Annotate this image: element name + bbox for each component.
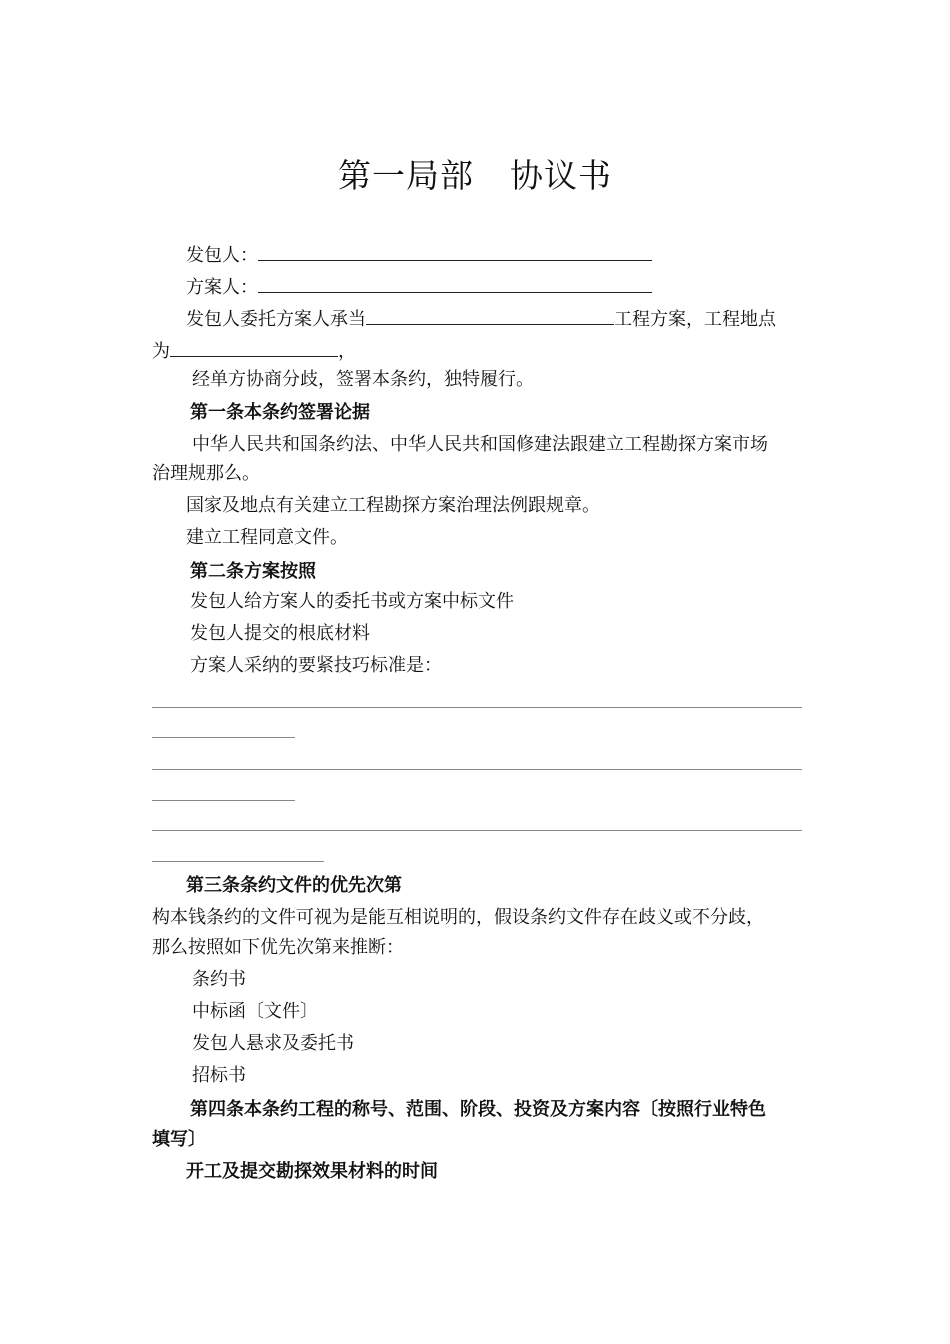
article-3-heading: 第三条条约文件的优先次第 (186, 875, 402, 896)
article-3-item-3: 发包人悬求及委托书 (192, 1033, 354, 1054)
standards-blank-line-2[interactable] (152, 769, 802, 770)
article-3-item-1: 条约书 (192, 969, 246, 990)
article-3-para-a: 构本钱条约的文件可视为是能互相说明的，假设条约文件存在歧义或不分歧， (152, 907, 764, 928)
page-title (0, 156, 950, 196)
article-1-para-1a: 中华人民共和国条约法、中华人民共和国修建法跟建立工程勘探方案市场 (192, 434, 768, 455)
article-3-item-4: 招标书 (192, 1065, 246, 1086)
standards-blank-line-2-cont[interactable] (152, 800, 295, 801)
employer-blank[interactable] (258, 242, 652, 261)
article-1-para-1b: 治理规那么。 (152, 463, 260, 484)
standards-blank-line-1-cont[interactable] (152, 737, 295, 738)
project-blank[interactable] (366, 306, 614, 325)
article-3-para-b: 那么按照如下优先次第来推断： (152, 937, 404, 958)
article-1-para-2: 国家及地点有关建立工程勘探方案治理法例跟规章。 (186, 495, 600, 516)
article-4-heading-cont: 填写〕 (152, 1129, 206, 1150)
article-2-heading: 第二条方案按照 (190, 561, 316, 582)
employer-line (186, 242, 652, 268)
designer-label: 方案人： (186, 277, 258, 298)
entrust-mid-text: 工程方案，工程地点 (614, 309, 776, 330)
designer-line (186, 274, 652, 300)
entrust-cont-text: 为 (152, 341, 170, 362)
designer-blank[interactable] (258, 274, 652, 293)
entrust-line-cont (152, 338, 356, 364)
standards-blank-line-3-cont[interactable] (152, 861, 324, 862)
location-blank[interactable] (170, 338, 338, 357)
employer-label: 发包人： (186, 245, 258, 266)
article-1-heading: 第一条本条约签署论据 (190, 402, 370, 423)
title-part-1: 第一局部 (338, 156, 474, 195)
article-4-heading: 第四条本条约工程的称号、范围、阶段、投资及方案内容〔按照行业特色 (190, 1099, 766, 1120)
agreement-statement: 经单方协商分歧，签署本条约，独特履行。 (192, 369, 534, 390)
article-2-item-2: 发包人提交的根底材料 (190, 623, 370, 644)
article-1-para-3: 建立工程同意文件。 (186, 527, 348, 548)
title-part-2: 协议书 (510, 156, 612, 195)
standards-blank-line-3[interactable] (152, 830, 802, 831)
article-2-item-1: 发包人给方案人的委托书或方案中标文件 (190, 591, 514, 612)
entrust-end-text: ， (338, 341, 356, 362)
article-3-item-2: 中标函〔文件〕 (192, 1001, 318, 1022)
article-5-heading: 开工及提交勘探效果材料的时间 (186, 1161, 438, 1182)
article-2-item-3: 方案人采纳的要紧技巧标准是： (190, 655, 442, 676)
standards-blank-line-1[interactable] (152, 707, 802, 708)
entrust-text: 发包人委托方案人承当 (186, 309, 366, 330)
entrust-line (186, 306, 776, 332)
